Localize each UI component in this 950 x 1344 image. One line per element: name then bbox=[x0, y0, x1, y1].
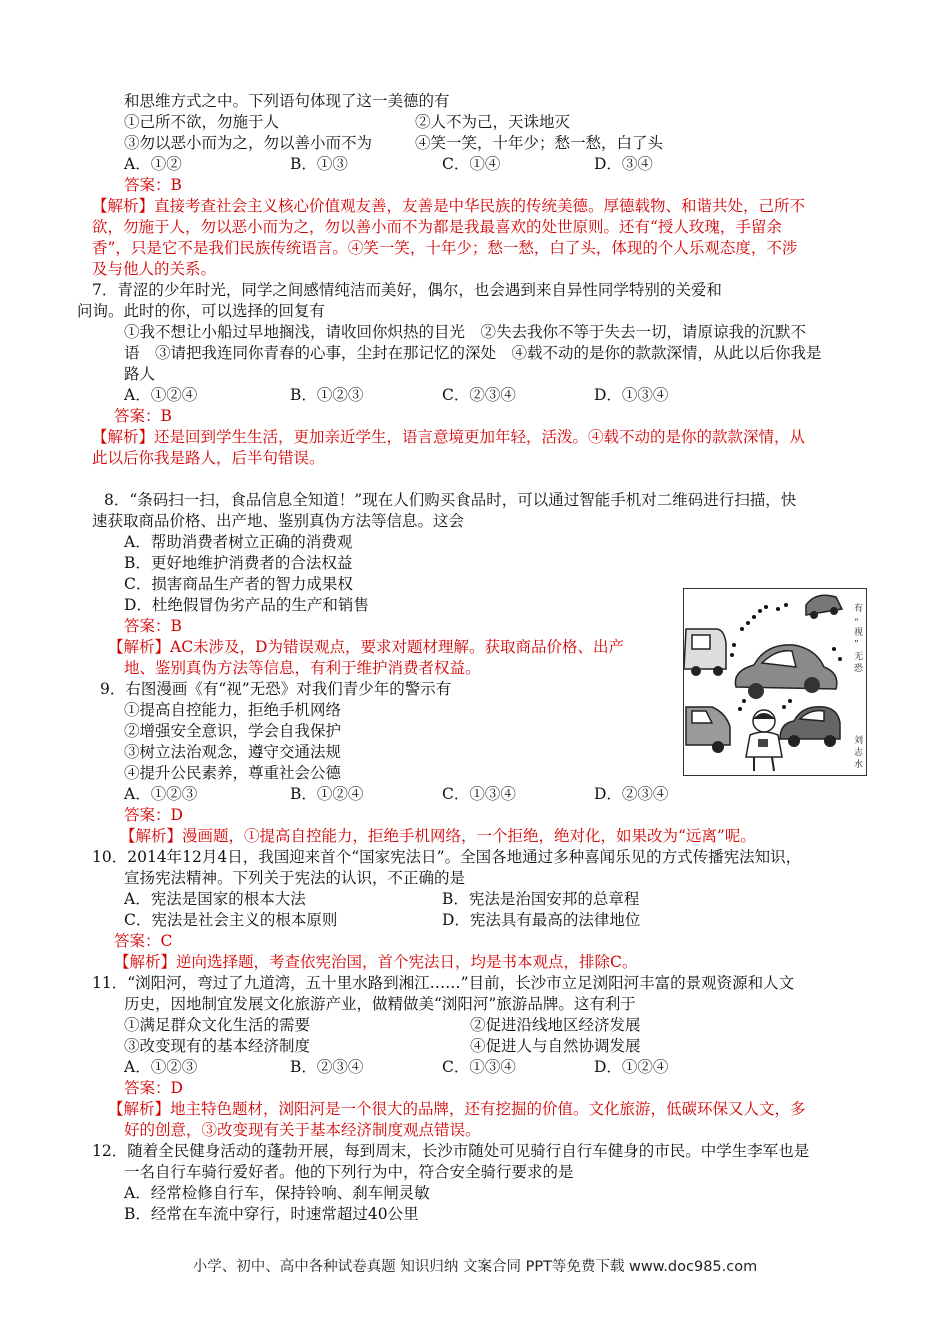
q11-option-1: ①满足群众文化生活的需要 bbox=[124, 1016, 311, 1034]
q11-stem: 历史，因地制宜发展文化旅游产业，做精做美“浏阳河”旅游品牌。这有利于 bbox=[124, 995, 636, 1013]
q6-analysis-line: 香”，只是它不是我们民族传统语言。④笑一笑，十年少；愁一愁，白了头，体现的个人乐观态度，不涉 bbox=[92, 239, 798, 257]
q9-option-1: ①提高自控能力，拒绝手机网络 bbox=[124, 701, 342, 719]
q7-stem: 7．青涩的少年时光，同学之间感情纯洁而美好，偶尔，也会遇到来自异性同学特别的关爱和 bbox=[92, 281, 722, 299]
q10-option-d: D．宪法具有最高的法律地位 bbox=[442, 911, 641, 929]
q11-option-3: ③改变现有的基本经济制度 bbox=[124, 1037, 311, 1055]
q6-option-4: ④笑一笑，十年少；愁一愁，白了头 bbox=[415, 134, 664, 152]
q11-stem: 11．“浏阳河，弯过了九道湾，五十里水路到湘江……”目前，长沙市立足浏阳河丰富的景观资源和人文 bbox=[92, 974, 795, 992]
q6-analysis-line: 及与他人的关系。 bbox=[92, 260, 217, 278]
q8-stem: 8．“条码扫一扫，食品信息全知道！”现在人们购买食品时，可以通过智能手机对二维码进行扫描，快 bbox=[104, 491, 797, 509]
q11-answer: 答案：D bbox=[124, 1079, 183, 1097]
q7-analysis-line: 【解析】还是回到学生生活，更加亲近学生，语言意境更加年轻，活泼。④载不动的是你的款款深情，从 bbox=[92, 428, 806, 446]
q6-choice-d: D．③④ bbox=[594, 155, 653, 173]
q8-stem: 速获取商品价格、出产地、鉴别真伪方法等信息。这会 bbox=[92, 512, 465, 530]
q9-answer: 答案：D bbox=[124, 806, 183, 824]
q10-analysis: 【解析】逆向选择题，考查依宪治国，首个宪法日，均是书本观点，排除C。 bbox=[114, 953, 638, 971]
q8-option-c: C．损害商品生产者的智力成果权 bbox=[124, 575, 353, 593]
q7-answer: 答案：B bbox=[114, 407, 172, 425]
q12-option-a: A．经常检修自行车，保持铃响、刹车闸灵敏 bbox=[124, 1184, 430, 1202]
q6-stem: 和思维方式之中。下列语句体现了这一美德的有 bbox=[124, 92, 450, 110]
svg-text:“: “ bbox=[854, 618, 859, 628]
q10-answer: 答案：C bbox=[114, 932, 173, 950]
q6-option-3: ③勿以恶小而为之，勿以善小而不为 bbox=[124, 134, 373, 152]
q9-option-2: ②增强安全意识，学会自我保护 bbox=[124, 722, 342, 740]
svg-text:”: ” bbox=[854, 640, 859, 650]
cartoon-drawing bbox=[684, 589, 866, 775]
svg-text:志: 志 bbox=[854, 748, 864, 758]
q8-option-a: A．帮助消费者树立正确的消费观 bbox=[124, 533, 353, 551]
q10-option-a: A．宪法是国家的根本大法 bbox=[124, 890, 306, 908]
svg-text:恐: 恐 bbox=[854, 664, 864, 674]
svg-text:水: 水 bbox=[854, 760, 864, 770]
q11-analysis-line: 【解析】地主特色题材，浏阳河是一个很大的品牌，还有挖掘的价值。文化旅游，低碳环保又人文，多 bbox=[108, 1100, 806, 1118]
q12-option-b: B．经常在车流中穿行，时速常超过40公里 bbox=[124, 1205, 419, 1223]
svg-text:视: 视 bbox=[854, 628, 864, 638]
q11-choice-b: B．②③④ bbox=[290, 1058, 364, 1076]
q7-stem: 问询。此时的你，可以选择的回复有 bbox=[77, 302, 326, 320]
svg-text:有: 有 bbox=[854, 604, 864, 614]
q11-option-2: ②促进沿线地区经济发展 bbox=[470, 1016, 641, 1034]
q8-answer: 答案：B bbox=[124, 617, 182, 635]
cartoon-illustration bbox=[683, 588, 867, 776]
q7-analysis-line: 此以后你我是路人，后半句错误。 bbox=[92, 449, 325, 467]
svg-text:刘: 刘 bbox=[854, 736, 864, 746]
q12-stem: 一名自行车骑行爱好者。他的下列行为中，符合安全骑行要求的是 bbox=[124, 1163, 574, 1181]
q10-option-c: C．宪法是社会主义的根本原则 bbox=[124, 911, 338, 929]
q7-choice-c: C．②③④ bbox=[442, 386, 516, 404]
q6-answer: 答案：B bbox=[124, 176, 182, 194]
q7-choice-a: A．①②④ bbox=[124, 386, 198, 404]
page-footer: 小学、初中、高中各种试卷真题 知识归纳 文案合同 PPT等免费下载 www.doc985.com bbox=[192, 1259, 758, 1275]
q11-analysis-line: 好的创意，③改变现有关于基本经济制度观点错误。 bbox=[124, 1121, 481, 1139]
q10-option-b: B．宪法是治国安邦的总章程 bbox=[442, 890, 640, 908]
q9-option-3: ③树立法治观念，遵守交通法规 bbox=[124, 743, 342, 761]
q8-analysis-line: 地、鉴别真伪方法等信息，有利于维护消费者权益。 bbox=[124, 659, 481, 677]
q12-stem: 12．随着全民健身活动的蓬勃开展，每到周末，长沙市随处可见骑行自行车健身的市民。中学生李军也是 bbox=[92, 1142, 810, 1160]
q9-choice-a: A．①②③ bbox=[124, 785, 198, 803]
q6-choice-c: C．①④ bbox=[442, 155, 501, 173]
q10-stem: 宣扬宪法精神。下列关于宪法的认识，不正确的是 bbox=[124, 869, 466, 887]
q6-choice-b: B．①③ bbox=[290, 155, 348, 173]
q9-choice-d: D．②③④ bbox=[594, 785, 669, 803]
q6-analysis-line: 欲，勿施于人，勿以恶小而为之，勿以善小而不为都是我最喜欢的处世原则。还有“授人玫瑰，手留余 bbox=[92, 218, 782, 236]
q10-stem: 10．2014年12月4日，我国迎来首个“国家宪法日”。全国各地通过多种喜闻乐见的方式传播宪法知识， bbox=[92, 848, 802, 866]
q7-options-line: ①我不想让小船过早地搁浅，请收回你炽热的目光 ②失去我你不等于失去一切，请原谅我的沉默不 bbox=[124, 323, 807, 341]
q9-stem: 9．右图漫画《有“视”无恐》对我们青少年的警示有 bbox=[100, 680, 452, 698]
q11-choice-a: A．①②③ bbox=[124, 1058, 198, 1076]
q7-options-line: 语 ③请把我连同你青春的心事，尘封在那记忆的深处 ④载不动的是你的款款深情，从此以后你我是 bbox=[124, 344, 822, 362]
q9-choice-c: C．①③④ bbox=[442, 785, 516, 803]
q6-option-2: ②人不为己，天诛地灭 bbox=[415, 113, 571, 131]
q6-analysis-line: 【解析】直接考查社会主义核心价值观友善，友善是中华民族的传统美德。厚德载物、和谐共处，己所不 bbox=[92, 197, 806, 215]
q11-choice-c: C．①③④ bbox=[442, 1058, 516, 1076]
svg-text:无: 无 bbox=[854, 652, 864, 662]
q8-analysis-line: 【解析】AC未涉及，D为错误观点，要求对题材理解。获取商品价格、出产 bbox=[108, 638, 624, 656]
q9-choice-b: B．①②④ bbox=[290, 785, 364, 803]
q9-option-4: ④提升公民素养，尊重社会公德 bbox=[124, 764, 342, 782]
q8-option-b: B．更好地维护消费者的合法权益 bbox=[124, 554, 353, 572]
q7-choice-d: D．①③④ bbox=[594, 386, 669, 404]
q11-choice-d: D．①②④ bbox=[594, 1058, 669, 1076]
q7-choice-b: B．①②③ bbox=[290, 386, 364, 404]
q9-analysis: 【解析】漫画题，①提高自控能力，拒绝手机网络，一个拒绝，绝对化，如果改为“远离”呢。 bbox=[120, 827, 756, 845]
q6-option-1: ①己所不欲，勿施于人 bbox=[124, 113, 280, 131]
q11-option-4: ④促进人与自然协调发展 bbox=[470, 1037, 641, 1055]
q6-choice-a: A．①② bbox=[124, 155, 182, 173]
q7-options-line: 路人 bbox=[124, 365, 156, 383]
q8-option-d: D．杜绝假冒伪劣产品的生产和销售 bbox=[124, 596, 369, 614]
